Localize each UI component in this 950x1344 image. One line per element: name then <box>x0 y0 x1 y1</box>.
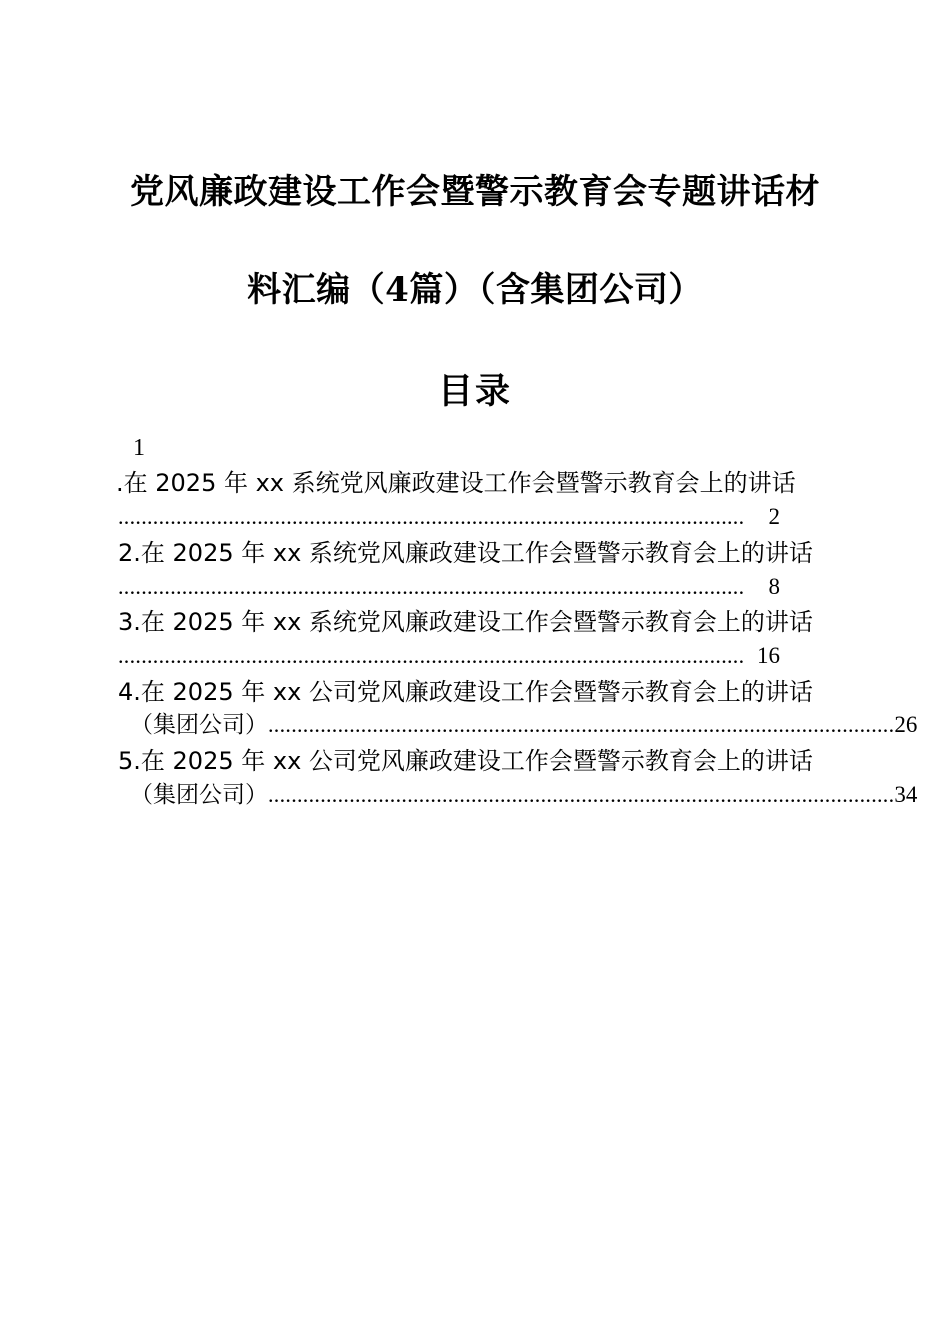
toc-item-2-leader[interactable] <box>118 572 780 602</box>
toc-item-4-page: 26 <box>894 712 918 737</box>
toc-item-3-title[interactable]: 3.在 2025 年 xx 系统党风廉政建设工作会暨警示教育会上的讲话 <box>118 608 813 636</box>
toc-item-2-dots: ............................................................................................................ <box>118 574 745 599</box>
toc-item-4-leader[interactable] <box>130 710 918 740</box>
document-title-line-2: 料汇编（4篇）（含集团公司） <box>247 270 703 310</box>
toc-item-1-leader[interactable] <box>118 502 780 532</box>
toc-item-2-title[interactable]: 2.在 2025 年 xx 系统党风廉政建设工作会暨警示教育会上的讲话 <box>118 539 813 567</box>
toc-item-4-title[interactable]: 4.在 2025 年 xx 公司党风廉政建设工作会暨警示教育会上的讲话 <box>118 678 813 706</box>
toc-item-5-suffix: （集团公司） <box>130 782 268 808</box>
document-title-line-1: 党风廉政建设工作会暨警示教育会专题讲话材 <box>130 172 820 212</box>
toc-item-2-page: 8 <box>768 574 780 599</box>
toc-item-5-page: 34 <box>894 782 918 807</box>
toc-item-5-title[interactable]: 5.在 2025 年 xx 公司党风廉政建设工作会暨警示教育会上的讲话 <box>118 747 813 775</box>
toc-item-4-dots: ............................................................................................................ <box>268 712 895 737</box>
toc-item-1-number: 1 <box>133 435 145 461</box>
toc-heading: 目录 <box>437 371 512 412</box>
toc-item-1-dots: ............................................................................................................ <box>118 504 745 529</box>
toc-item-1-page: 2 <box>768 504 780 529</box>
toc-item-5-leader[interactable] <box>130 780 918 810</box>
toc-item-3-dots: ............................................................................................................ <box>118 643 745 668</box>
toc-item-4-suffix: （集团公司） <box>130 712 268 738</box>
toc-item-1-title[interactable]: .在 2025 年 xx 系统党风廉政建设工作会暨警示教育会上的讲话 <box>116 469 796 497</box>
toc-item-5-dots: ............................................................................................................ <box>268 782 895 807</box>
toc-item-3-leader[interactable] <box>118 641 780 671</box>
toc-item-3-page: 16 <box>757 643 780 668</box>
